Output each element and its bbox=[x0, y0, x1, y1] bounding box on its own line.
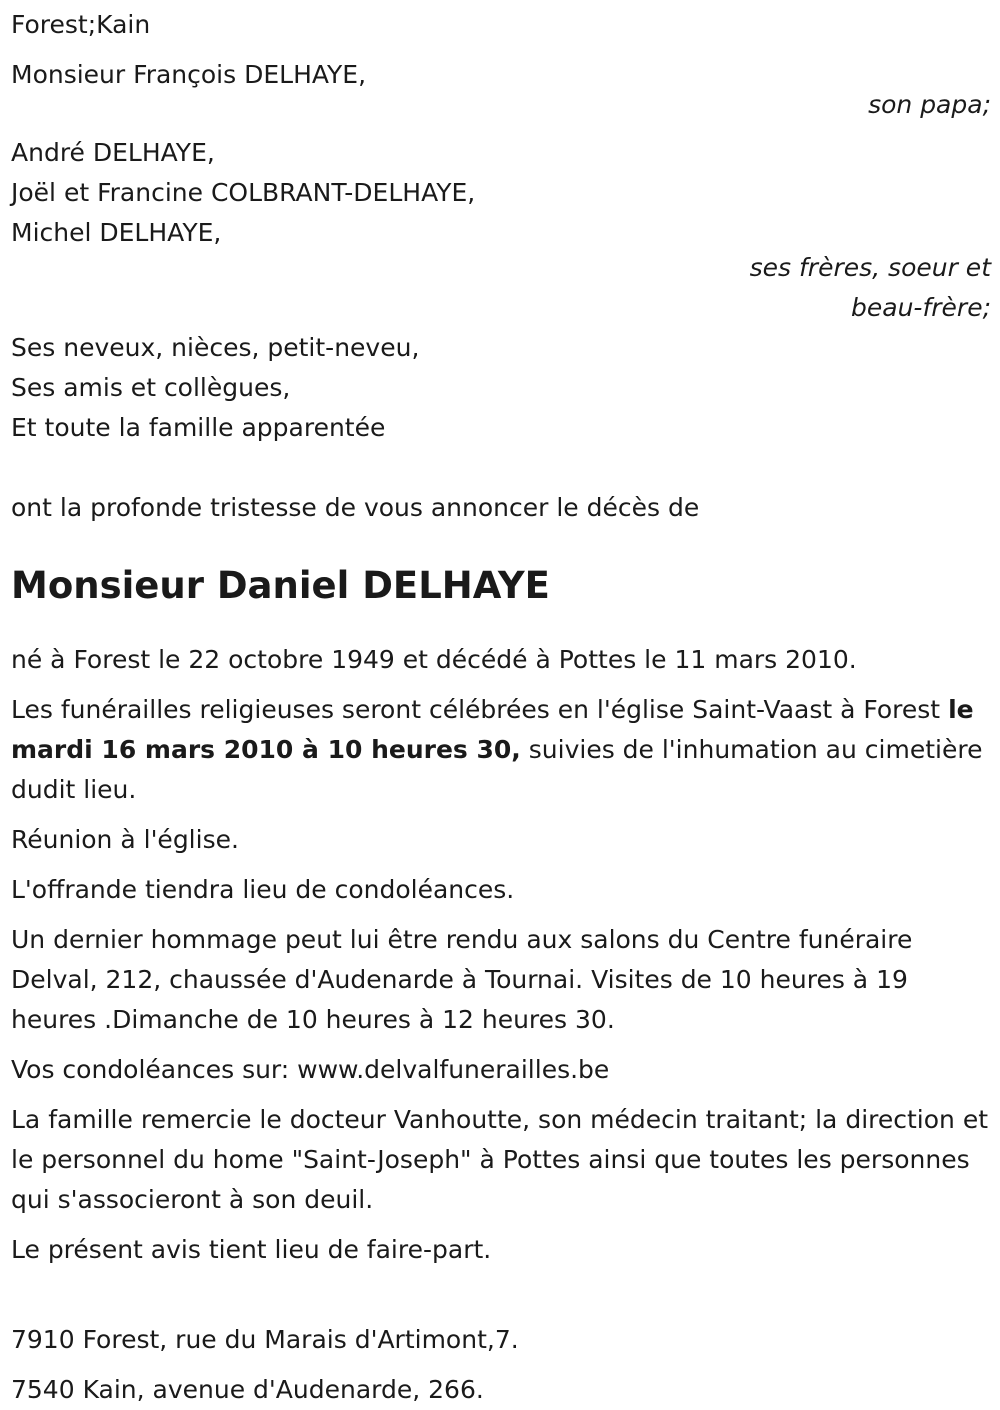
condolences: Vos condoléances sur: www.delvalfunerailles.be bbox=[11, 1055, 610, 1084]
relatives-2: Ses amis et collègues, bbox=[11, 373, 291, 402]
siblings-role-2: beau-frère; bbox=[851, 293, 991, 322]
address-1: 7910 Forest, rue du Marais d'Artimont,7. bbox=[11, 1325, 519, 1354]
birth-death: né à Forest le 22 octobre 1949 et décédé à Pottes le 11 mars 2010. bbox=[11, 645, 857, 674]
address-2: 7540 Kain, avenue d'Audenarde, 266. bbox=[11, 1375, 484, 1404]
reunion: Réunion à l'église. bbox=[11, 825, 239, 854]
offering: L'offrande tiendra lieu de condoléances. bbox=[11, 875, 515, 904]
funeral-text: Les funérailles religieuses seront célébrées en l'église Saint-Vaast à Forest bbox=[11, 695, 949, 724]
funeral-details bbox=[11, 690, 991, 810]
location-header: Forest;Kain bbox=[11, 10, 151, 39]
sibling-1: André DELHAYE, bbox=[11, 138, 215, 167]
siblings-role-1: ses frères, soeur et bbox=[749, 253, 991, 282]
relatives-1: Ses neveux, nièces, petit-neveu, bbox=[11, 333, 420, 362]
father-name: Monsieur François DELHAYE, bbox=[11, 60, 367, 89]
funeral-date: le mardi 16 mars 2010 à 10 heures 30, bbox=[11, 695, 974, 764]
funeral-text-end: suivies de l'inhumation au cimetière dudit lieu. bbox=[11, 735, 983, 804]
announcement: ont la profonde tristesse de vous annoncer le décès de bbox=[11, 493, 700, 522]
thanks: La famille remercie le docteur Vanhoutte, son médecin traitant; la direction et le personnel du home "Saint-Joseph" à Pottes ainsi que toutes les personnes qui s'associeront à son deuil. bbox=[11, 1105, 989, 1214]
obituary-notice bbox=[11, 5, 991, 1410]
deceased-name: Monsieur Daniel DELHAYE bbox=[11, 564, 550, 607]
notice: Le présent avis tient lieu de faire-part. bbox=[11, 1235, 492, 1264]
tribute: Un dernier hommage peut lui être rendu aux salons du Centre funéraire Delval, 212, chaussée d'Audenarde à Tournai. Visites de 10 heures à 19 heures .Dimanche de 10 heures à 12 heures 30. bbox=[11, 925, 913, 1034]
sibling-3: Michel DELHAYE, bbox=[11, 218, 222, 247]
sibling-2: Joël et Francine COLBRANT-DELHAYE, bbox=[11, 178, 476, 207]
relatives-3: Et toute la famille apparentée bbox=[11, 413, 386, 442]
father-role: son papa; bbox=[868, 90, 991, 119]
